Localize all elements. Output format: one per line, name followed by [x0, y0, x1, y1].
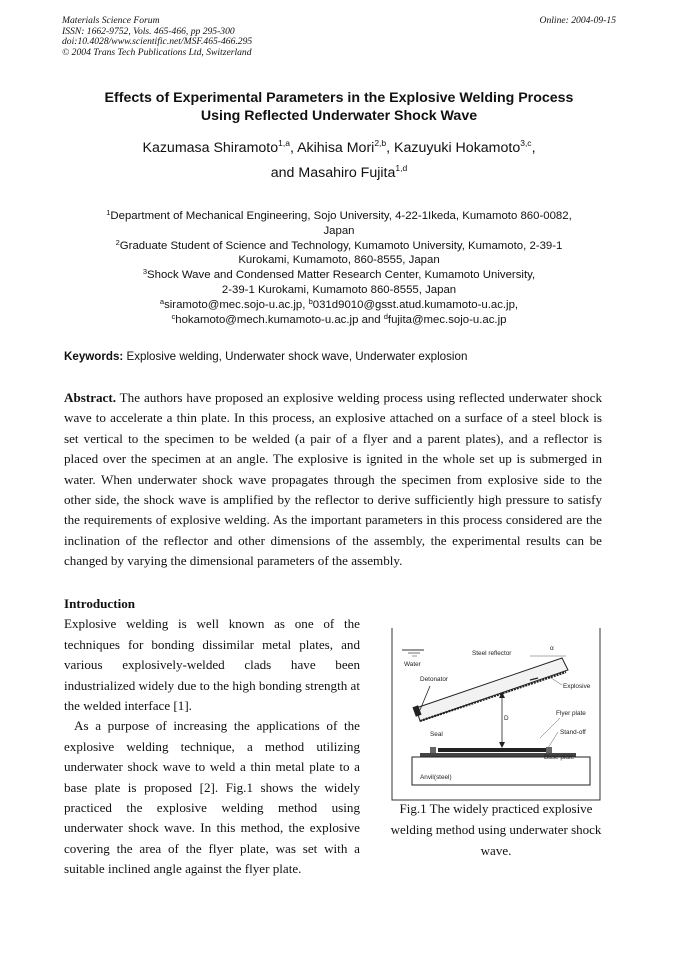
- label-detonator: Detonator: [420, 676, 449, 683]
- author-list: [40, 136, 638, 186]
- flyer-leader: [540, 718, 560, 738]
- abstract-label: Abstract.: [64, 390, 116, 405]
- email-line-2: [40, 313, 638, 328]
- seal-block: [546, 747, 552, 753]
- affiliation-1: [40, 209, 638, 224]
- label-d: D: [504, 715, 509, 722]
- affil-sup: 3: [142, 267, 148, 277]
- intro-paragraph-1: Explosive welding is well known as one of the techniques for bonding dissimilar metal plates, and various explosively-welded clads have been industrialized widely due to the high bonding strength at the welded interface [1].: [64, 616, 361, 714]
- explosive-leader: [548, 676, 562, 685]
- affil-text: Japan: [323, 224, 355, 237]
- author-sup: 1,d: [395, 163, 408, 173]
- author-name: Kazumasa Shiramoto: [142, 140, 279, 156]
- page-header: [62, 16, 618, 58]
- title-line-1: Effects of Experimental Parameters in the Explosive Welding Process: [104, 90, 574, 106]
- email-address: hokamoto@mech.kumamoto-u.ac.jp and: [175, 313, 384, 326]
- email-address: fujita@mec.sojo-u.ac.jp: [387, 313, 507, 326]
- doi-line: doi:10.4028/www.scientific.net/MSF.465-466.295: [62, 36, 253, 48]
- label-alpha: α: [550, 645, 554, 652]
- authors-line-2: [40, 161, 638, 186]
- label-water: Water: [404, 661, 421, 668]
- author-name: and Masahiro Fujita: [270, 165, 396, 181]
- steel-reflector: [416, 658, 568, 721]
- introduction-heading: Introduction: [64, 596, 136, 611]
- author-sep: ,: [531, 140, 536, 156]
- label-seal: Seal: [430, 731, 443, 738]
- abstract-text: The authors have proposed an explosive welding process using reflected underwater shock wave to accelerate a thin plate. In this process, an explosive attached on a surface of a steel block is set vertical to the specimen to be welded (a pair of a flyer and a parent plates), and a reflector is placed over the specimen at an angle. The explosive is ignited in the whole set up is submerged in water. When underwater shock wave propagates through the specimen from explosive side to the other side, the shock wave is amplified by the reflector to derive sufficiently high pressure to satisfy the requirements of explosive welding. As the important parameters in this process considered are the inclination of the reflector and other dimensions of the assembly, the experimental results can be changed by varying the dimensional parameters of the assembly.: [64, 390, 602, 569]
- keywords: [64, 350, 624, 363]
- keywords-label: Keywords:: [64, 350, 124, 363]
- affiliation-2: [40, 239, 638, 254]
- author-sup: 2,b: [374, 138, 387, 148]
- label-standoff: Stand-off: [560, 729, 586, 736]
- label-explosive: Explosive: [563, 683, 591, 690]
- affiliation-3: [40, 268, 638, 283]
- email-sup: c: [171, 311, 176, 321]
- label-steel-reflector: Steel reflector: [472, 650, 512, 657]
- affil-text: Graduate Student of Science and Technology, Kumamoto University, Kumamoto, 2-39-1: [119, 239, 563, 252]
- figure-1-diagram: [390, 628, 602, 803]
- affil-text: Department of Mechanical Engineering, Sojo University, 4-22-1Ikeda, Kumamoto 860-0082,: [110, 210, 572, 222]
- affil-text: Shock Wave and Condensed Matter Research Center, Kumamoto University,: [147, 269, 536, 282]
- email-sup: b: [308, 296, 313, 306]
- flyer-plate: [438, 748, 546, 752]
- email-address: 031d9010@gsst.atud.kumamoto-u.ac.jp,: [312, 298, 519, 311]
- keywords-text: Explosive welding, Underwater shock wave, Underwater explosion: [123, 350, 468, 363]
- author-sup: 1,a: [278, 138, 290, 148]
- arrow-head: [499, 742, 505, 748]
- issn-line: ISSN: 1662-9752, Vols. 465-466, pp 295-300: [62, 25, 235, 37]
- seal-block: [430, 747, 436, 753]
- standoff-leader: [548, 732, 558, 748]
- author-name: Akihisa Mori: [297, 140, 375, 156]
- author-sep: ,: [289, 140, 298, 156]
- affil-text: 2-39-1 Kurokami, Kumamoto 860-8555, Japan: [221, 283, 457, 296]
- email-sup: d: [383, 311, 388, 321]
- authors-line-1: [40, 136, 638, 161]
- email-line-1: [40, 298, 638, 313]
- journal-name: Materials Science Forum: [62, 15, 160, 26]
- paper-title: [40, 89, 638, 125]
- label-base-plate: Base plate: [544, 754, 575, 761]
- label-anvil: Anvil(steel): [420, 774, 452, 781]
- label-flyer-plate: Flyer plate: [556, 710, 586, 717]
- introduction-section: [64, 594, 360, 880]
- abstract: [64, 388, 602, 572]
- affiliations: [40, 209, 638, 327]
- email-sup: a: [159, 296, 165, 306]
- intro-paragraph-2: As a purpose of increasing the applications of the explosive welding technique, a method utilizing underwater shock wave to weld a thin metal plate to a base plate is proposed [2]. Fig.1 shows the widely practiced the explosive welding method using underwater shock wave. In this method, the explosive covering the area of the flyer plate, was set with a suitable inclined angle against the flyer plate.: [64, 718, 360, 877]
- copyright-line: © 2004 Trans Tech Publications Ltd, Switzerland: [62, 46, 252, 58]
- figure-1-caption: Fig.1 The widely practiced explosive welding method using underwater shock wave.: [390, 801, 602, 858]
- author-sup: 3,c: [520, 138, 532, 148]
- email-address: siramoto@mec.sojo-u.ac.jp,: [164, 298, 309, 311]
- affil-sup: 1: [106, 208, 111, 217]
- author-sep: ,: [386, 140, 395, 156]
- author-name: Kazuyuki Hokamoto: [394, 140, 521, 156]
- title-line-2: Using Reflected Underwater Shock Wave: [200, 108, 478, 124]
- affil-sup: 2: [115, 237, 120, 247]
- online-date: Online: 2004-09-15: [539, 15, 616, 26]
- affil-text: Kurokami, Kumamoto, 860-8555, Japan: [238, 254, 440, 267]
